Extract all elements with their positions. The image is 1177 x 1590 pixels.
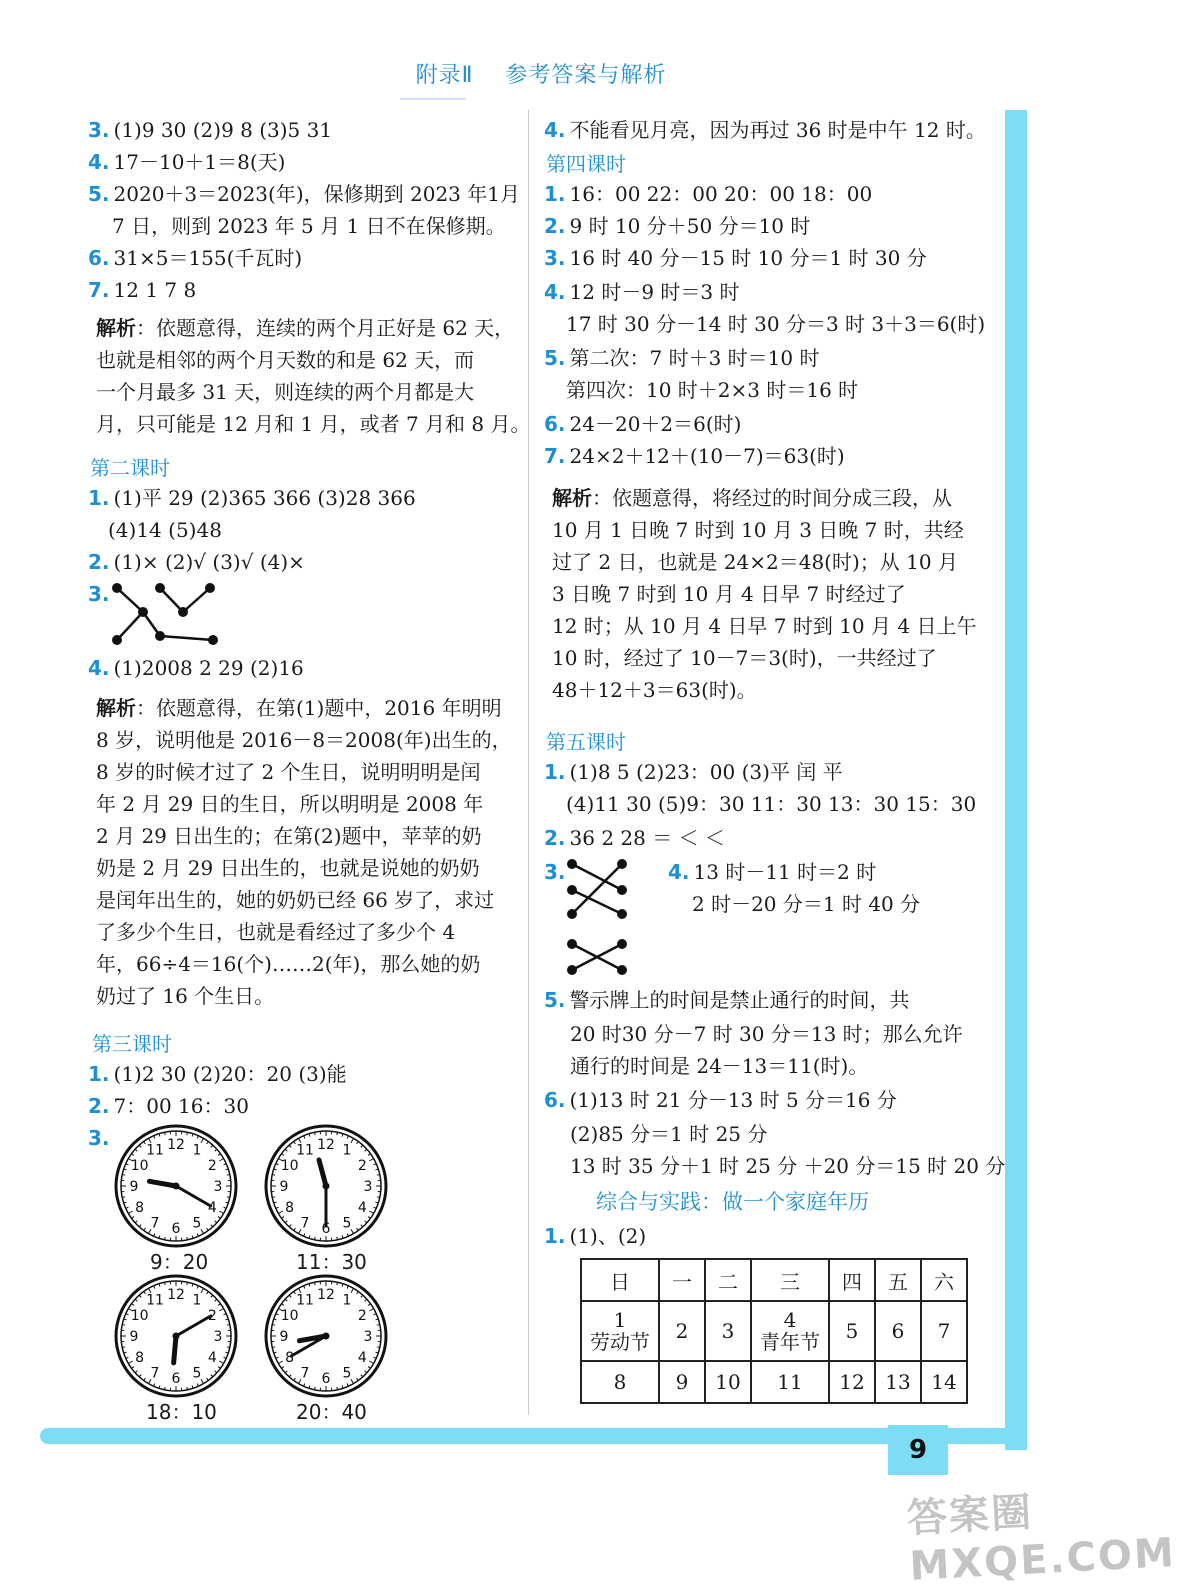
answer-line: 13 时 35 分＋1 时 25 分 ＋20 分＝15 时 20 分 xyxy=(570,1152,1005,1180)
calendar-cell: 12 xyxy=(829,1361,875,1403)
answer-line: 2. 7：00 16：30 xyxy=(88,1092,249,1120)
answer-line: 17 时 30 分－14 时 30 分＝3 时 3＋3＝6(时) xyxy=(566,310,985,338)
clock-numeral: 8 xyxy=(285,1350,294,1366)
calendar-table xyxy=(580,1258,968,1404)
calendar-cell: 5 xyxy=(829,1301,875,1361)
calendar-header: 日 xyxy=(581,1259,659,1301)
calendar-cell: 14 xyxy=(921,1361,967,1403)
clock-numeral: 6 xyxy=(172,1371,181,1387)
clock-numeral: 7 xyxy=(151,1365,160,1381)
answer-line: 6. 24－20＋2＝6(时) xyxy=(544,410,741,438)
answer-line: 1. (1)8 5 (2)23：00 (3)平 闰 平 xyxy=(544,758,843,786)
calendar-cell: 8 xyxy=(581,1361,659,1403)
analysis-block: 解析：依题意得，连续的两个月正好是 62 天， 也就是相邻的两个月天数的和是 62 天，而 一个月最多 31 天，则连续的两个月都是大 月，只可能是 12 月和 1 月，或者 7 月和 8 月。 xyxy=(96,312,530,440)
clock-numeral: 8 xyxy=(135,1200,144,1216)
answer-line: 3. xyxy=(88,580,114,608)
calendar-row xyxy=(581,1301,967,1361)
clock-numeral: 8 xyxy=(135,1350,144,1366)
clock-label: 9：20 xyxy=(150,1246,208,1275)
analysis-block: 解析：依题意得，将经过的时间分成三段，从 10 月 1 日晚 7 时到 10 月 3 日晚 7 时，共经 过了 2 日，也就是 24×2＝48(时)；从 10 月 3 日晚 7 时到 10 月 4 日早 7 时经过了 12 时；从 10 月 4 日早 7 时到 10 月 4 日上午 10 时，经过了 10－7＝3(时)，一共经过了 48＋12＋3＝63(时)。 xyxy=(552,482,976,706)
right-edge-bar xyxy=(1005,110,1027,1450)
clock-numeral: 10 xyxy=(131,1308,149,1324)
clock-numeral: 9 xyxy=(130,1179,139,1195)
answer-line: 通行的时间是 24－13＝11(时)。 xyxy=(570,1052,868,1080)
clock-numeral: 6 xyxy=(172,1221,181,1237)
clock-numeral: 6 xyxy=(322,1371,331,1387)
answer-line: 5. 第二次：7 时＋3 时＝10 时 xyxy=(544,344,820,372)
calendar-cell: 2 xyxy=(659,1301,705,1361)
column-divider xyxy=(528,110,529,1415)
clock-numeral: 12 xyxy=(167,1137,185,1153)
hour-hand xyxy=(174,1336,176,1363)
calendar-header: 一 xyxy=(659,1259,705,1301)
clock-numeral: 2 xyxy=(358,1158,367,1174)
calendar-header-row xyxy=(581,1259,967,1301)
clock-numeral: 4 xyxy=(208,1200,217,1216)
clock-numeral: 2 xyxy=(358,1308,367,1324)
answer-line: 4. 17－10＋1＝8(天) xyxy=(88,148,285,176)
answer-line: 7. 12 1 7 8 xyxy=(88,276,196,304)
answer-line: 6. (1)13 时 21 分－13 时 5 分＝16 分 xyxy=(544,1086,897,1114)
clock-numeral: 6 xyxy=(322,1221,331,1237)
answer-line: 5. 警示牌上的时间是禁止通行的时间，共 xyxy=(544,986,910,1014)
clock-18-10 xyxy=(112,1272,240,1400)
appendix-label: 附录Ⅱ xyxy=(416,63,474,88)
clock-numeral: 10 xyxy=(131,1158,149,1174)
calendar-cell: 6 xyxy=(875,1301,921,1361)
clock-numeral: 4 xyxy=(358,1200,367,1216)
answer-line: 4. (1)2008 2 29 (2)16 xyxy=(88,654,304,682)
clock-numeral: 3 xyxy=(214,1329,223,1345)
answer-line: 2. 9 时 10 分＋50 分＝10 时 xyxy=(544,212,810,240)
calendar-header: 五 xyxy=(875,1259,921,1301)
calendar-cell: 1 劳动节 xyxy=(581,1301,659,1361)
section-title: 第二课时 xyxy=(90,452,170,481)
clock-numeral: 9 xyxy=(130,1329,139,1345)
answer-line: 2. 36 2 28 ＝ ＜ ＜ xyxy=(544,824,725,852)
clock-numeral: 5 xyxy=(193,1215,202,1231)
clock-numeral: 1 xyxy=(343,1143,352,1159)
clock-numeral: 12 xyxy=(317,1137,335,1153)
answer-line: 2 时－20 分＝1 时 40 分 xyxy=(692,890,920,918)
clock-9-20 xyxy=(112,1122,240,1250)
clock-numeral: 12 xyxy=(167,1287,185,1303)
watermark: 答案圈 MXQE.COM xyxy=(905,1473,1176,1590)
clock-numeral: 11 xyxy=(146,1143,164,1159)
answer-line: 20 时30 分－7 时 30 分＝13 时；那么允许 xyxy=(570,1020,963,1048)
page-header xyxy=(0,58,1082,89)
calendar-header: 四 xyxy=(829,1259,875,1301)
clock-numeral: 10 xyxy=(281,1158,299,1174)
clock-numeral: 9 xyxy=(280,1329,289,1345)
answer-line: (2)85 分＝1 时 25 分 xyxy=(570,1120,767,1148)
answer-line: 3. xyxy=(544,858,570,886)
calendar-cell: 7 xyxy=(921,1301,967,1361)
calendar-cell: 3 xyxy=(705,1301,751,1361)
clock-numeral: 11 xyxy=(296,1293,314,1309)
clock-numeral: 3 xyxy=(364,1179,373,1195)
clock-numeral: 5 xyxy=(343,1365,352,1381)
analysis-block: 解析：依题意得，在第(1)题中，2016 年明明 8 岁，说明他是 2016－8＝2008(年)出生的， 8 岁的时候才过了 2 个生日，说明明明是闰 年 2 月 29 日的生日，所以明明是 2008 年 2 月 29 日出生的；在第(2)题中，苹苹的奶 奶是 2 月 29 日出生的，也就是说她的奶奶 是闰年出生的，她的奶奶已经 66 岁了，求过 了多少个生日，也就是看经过了多少个 4 年，66÷4＝16(个)……2(年)，那么她的奶 奶过了 16 个生日。 xyxy=(96,692,512,1012)
calendar-cell: 11 xyxy=(751,1361,829,1403)
clock-numeral: 5 xyxy=(193,1365,202,1381)
clock-20-40 xyxy=(262,1272,390,1400)
answer-line: 3. 16 时 40 分－15 时 10 分＝1 时 30 分 xyxy=(544,244,927,272)
clock-numeral: 3 xyxy=(364,1329,373,1345)
calendar-cell: 10 xyxy=(705,1361,751,1403)
matching-diagram xyxy=(105,578,225,648)
answer-line: (4)14 (5)48 xyxy=(108,516,222,544)
answer-line: (4)11 30 (5)9：30 11：30 13：30 15：30 xyxy=(566,790,976,818)
section-title: 第四课时 xyxy=(546,148,626,177)
calendar-header: 二 xyxy=(705,1259,751,1301)
clock-numeral: 4 xyxy=(208,1350,217,1366)
header-rule xyxy=(400,98,466,100)
answer-line: 4. 不能看见月亮，因为再过 36 时是中午 12 时。 xyxy=(544,116,986,144)
clock-numeral: 2 xyxy=(208,1158,217,1174)
clock-numeral: 2 xyxy=(208,1308,217,1324)
calendar-cell: 9 xyxy=(659,1361,705,1403)
bottom-edge-bar xyxy=(40,1428,1025,1444)
clock-label: 11：30 xyxy=(296,1246,367,1275)
answer-line: 5. 2020＋3＝2023(年)，保修期到 2023 年1月 xyxy=(88,180,520,208)
clock-numeral: 3 xyxy=(214,1179,223,1195)
clock-numeral: 7 xyxy=(301,1215,310,1231)
clock-numeral: 1 xyxy=(193,1293,202,1309)
section-title: 第五课时 xyxy=(546,726,626,755)
answer-line: 1. 16：00 22：00 20：00 18：00 xyxy=(544,180,872,208)
answer-line: 7 日，则到 2023 年 5 月 1 日不在保修期。 xyxy=(112,212,506,240)
calendar-cell: 13 xyxy=(875,1361,921,1403)
answer-line: 1. (1)2 30 (2)20：20 (3)能 xyxy=(88,1060,347,1088)
matching-diagram xyxy=(562,852,634,982)
header-title: 参考答案与解析 xyxy=(505,63,666,88)
answer-line: 第四次：10 时＋2×3 时＝16 时 xyxy=(566,376,858,404)
section-title: 第三课时 xyxy=(92,1028,172,1057)
calendar-header: 三 xyxy=(751,1259,829,1301)
clock-numeral: 5 xyxy=(343,1215,352,1231)
answer-line: 7. 24×2＋12＋(10－7)＝63(时) xyxy=(544,442,845,470)
clock-numeral: 8 xyxy=(285,1200,294,1216)
clock-numeral: 10 xyxy=(281,1308,299,1324)
clock-numeral: 7 xyxy=(301,1365,310,1381)
clock-numeral: 1 xyxy=(193,1143,202,1159)
answer-line: 4. 13 时－11 时＝2 时 xyxy=(668,858,876,886)
clock-numeral: 11 xyxy=(296,1143,314,1159)
answer-line: 2. (1)× (2)√ (3)√ (4)× xyxy=(88,548,305,576)
calendar-header: 六 xyxy=(921,1259,967,1301)
answer-line: 1. (1)、(2) xyxy=(544,1222,646,1250)
page-number: 9 xyxy=(888,1425,948,1475)
practice-title: 综合与实践：做一个家庭年历 xyxy=(596,1186,869,1216)
answer-line: 4. 12 时－9 时＝3 时 xyxy=(544,278,740,306)
clock-numeral: 12 xyxy=(317,1287,335,1303)
calendar-cell: 4 青年节 xyxy=(751,1301,829,1361)
clock-numeral: 1 xyxy=(343,1293,352,1309)
clock-11-30 xyxy=(262,1122,390,1250)
answer-line: 3. xyxy=(88,1124,114,1152)
clock-numeral: 7 xyxy=(151,1215,160,1231)
answer-line: 6. 31×5＝155(千瓦时) xyxy=(88,244,302,272)
clock-label: 18：10 xyxy=(146,1396,217,1425)
answer-line: 3. (1)9 30 (2)9 8 (3)5 31 xyxy=(88,116,332,144)
clock-label: 20：40 xyxy=(296,1396,367,1425)
answer-line: 1. (1)平 29 (2)365 366 (3)28 366 xyxy=(88,484,416,512)
clock-numeral: 9 xyxy=(280,1179,289,1195)
calendar-row xyxy=(581,1361,967,1403)
clock-numeral: 11 xyxy=(146,1293,164,1309)
clock-numeral: 4 xyxy=(358,1350,367,1366)
